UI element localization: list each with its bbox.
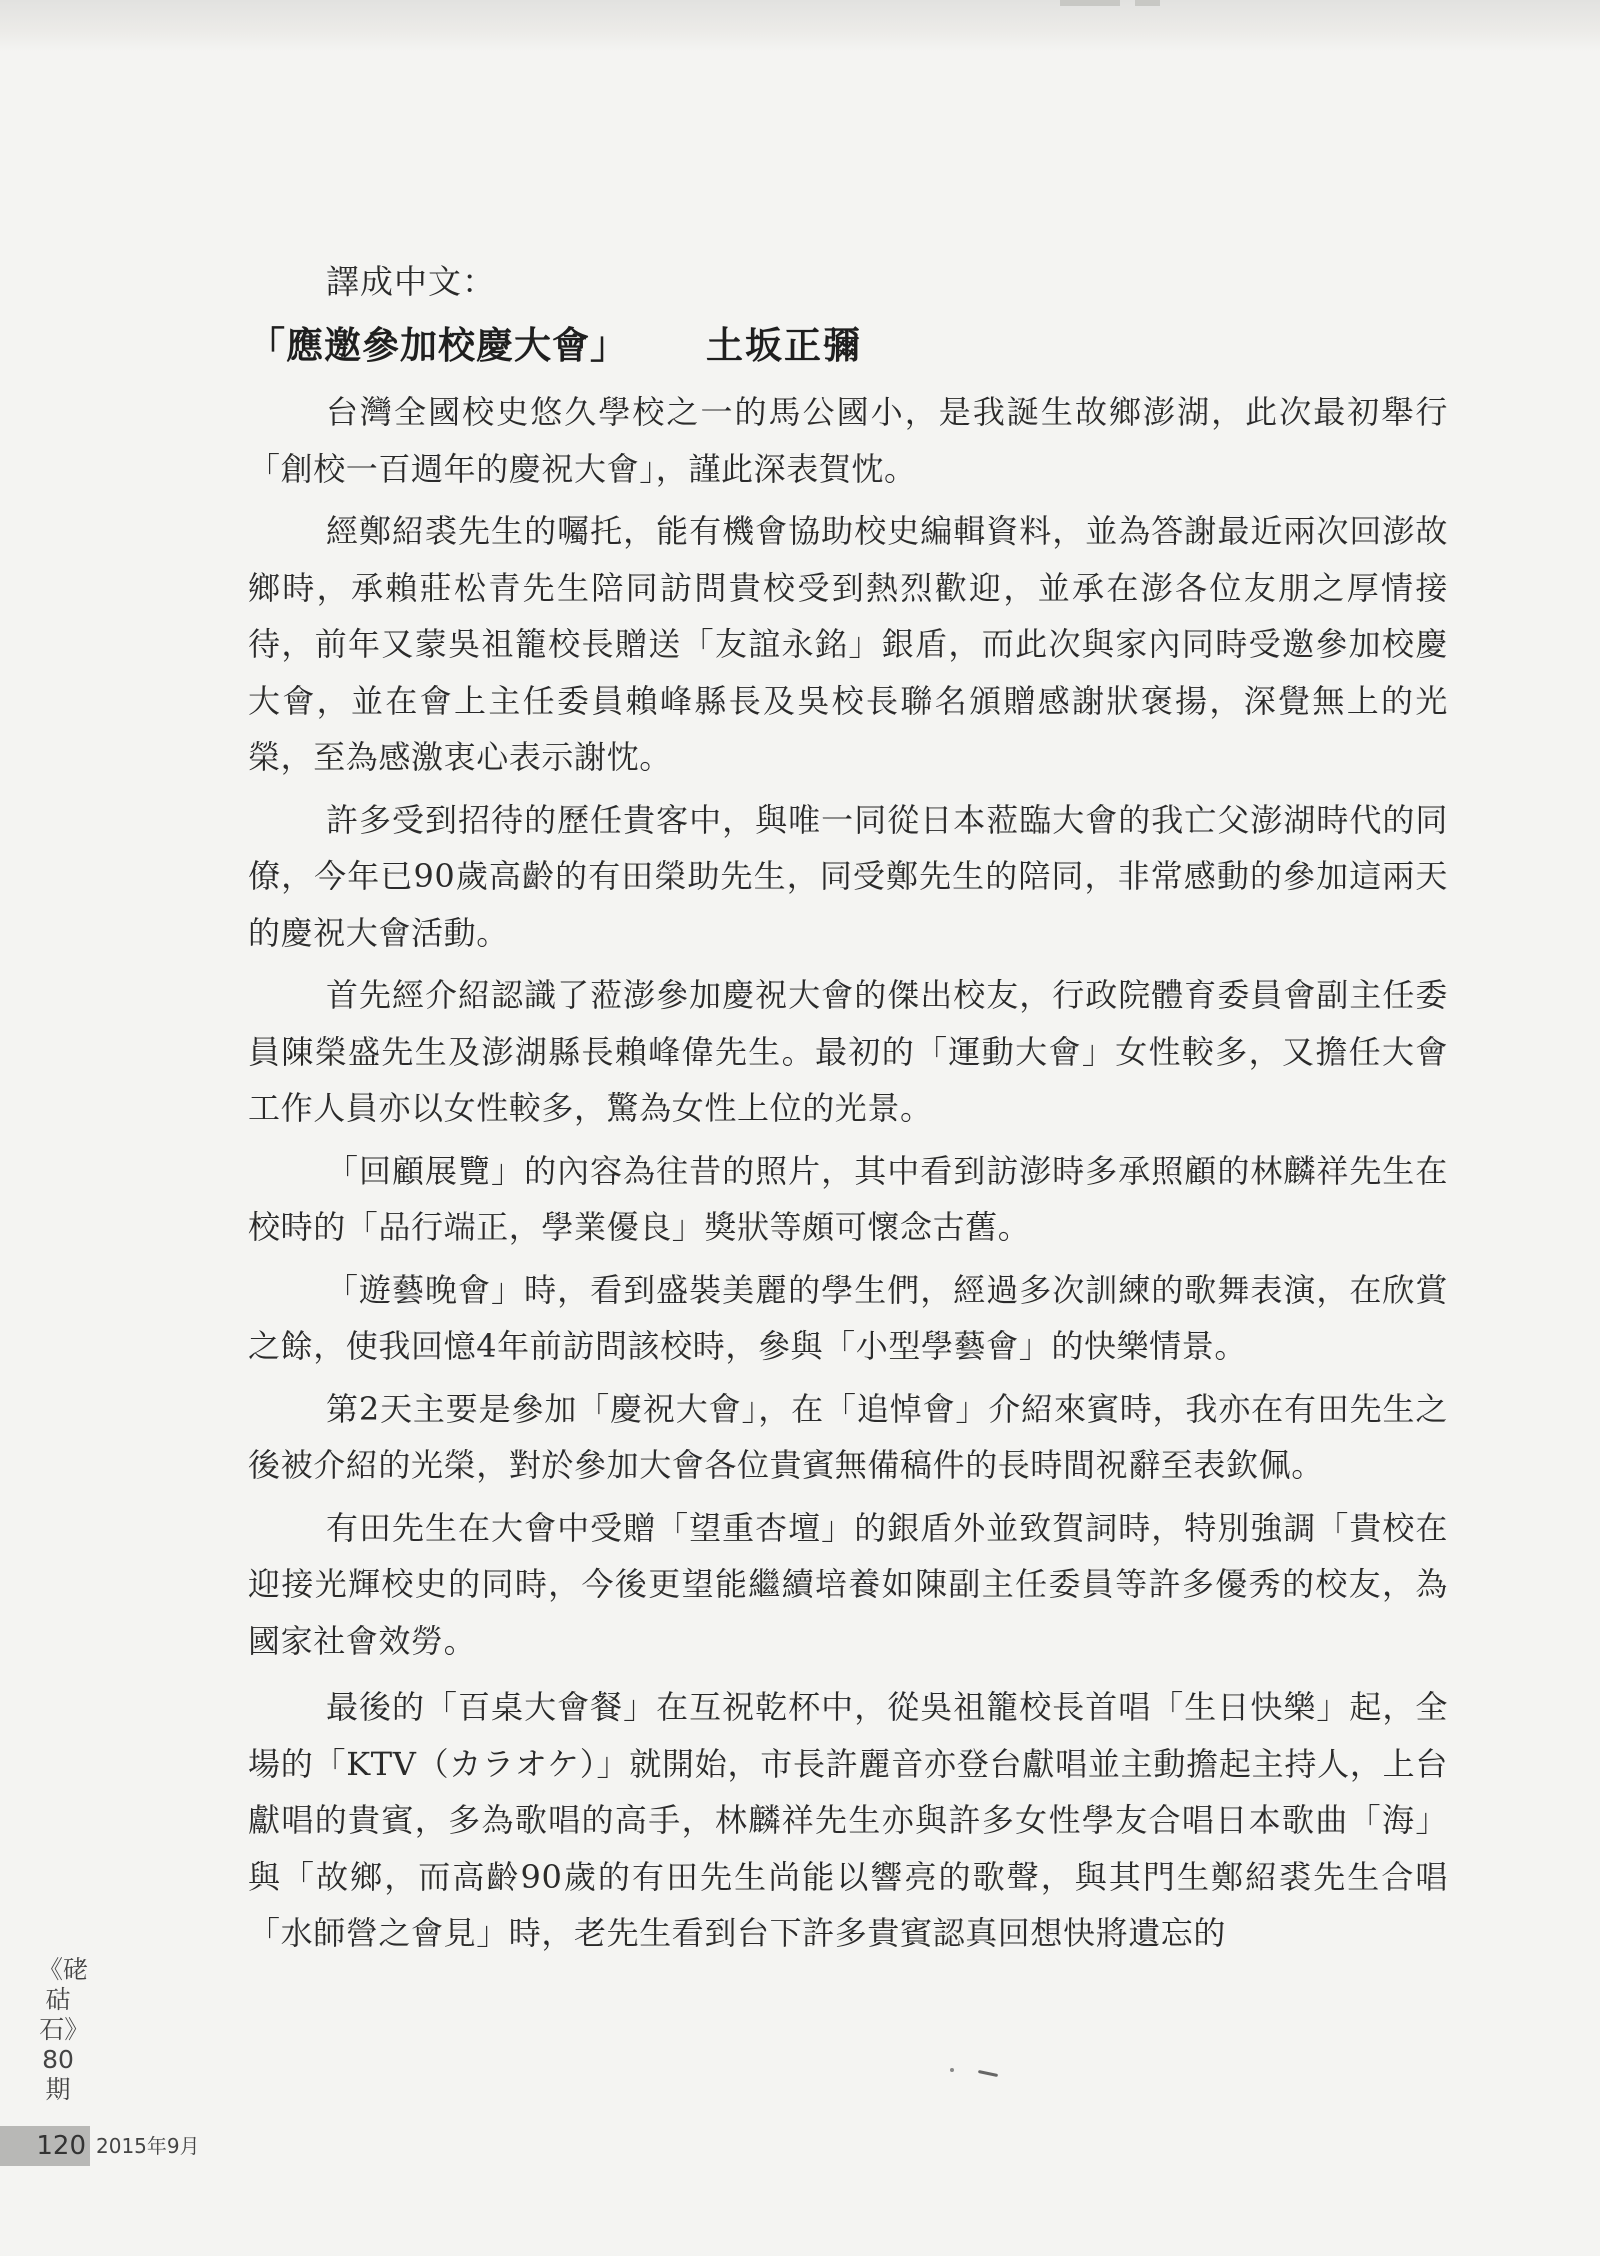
translation-label: 譯成中文： <box>326 262 496 301</box>
paragraph: 第2天主要是參加「慶祝大會」，在「追悼會」介紹來賓時，我亦在有田先生之後被介紹的光榮，對於參加大會各位貴賓無備稿件的長時間祝辭至表欽佩。 <box>248 1389 1448 1484</box>
scan-top-band <box>0 0 1600 52</box>
scan-speck <box>950 2068 954 2072</box>
article-title: 「應邀參加校慶大會」 <box>248 324 628 367</box>
issue-date: 2015年9月 <box>96 2134 200 2158</box>
paragraph: 台灣全國校史悠久學校之一的馬公國小，是我誕生故鄉澎湖，此次最初舉行「創校一百週年的慶祝大會」，謹此深表賀忱。 <box>248 393 1448 488</box>
paragraph: 最後的「百桌大會餐」在互祝乾杯中，從吳祖籠校長首唱「生日快樂」起，全場的「KTV（カラオケ）」就開始，市長許麗音亦登台獻唱並主動擔起主持人，上台獻唱的貴賓，多為歌唱的高手，林麟祥先生亦與許多女性學友合唱日本歌曲「海」與「故鄉，而高齡90歲的有田先生尚能以響亮的歌聲，與其門生鄭紹裘先生合唱「水師營之會見」時，老先生看到台下許多貴賓認真回想快將遺忘的 <box>248 1688 1448 1952</box>
scan-speck <box>978 2070 998 2077</box>
paragraph: 有田先生在大會中受贈「望重杏壇」的銀盾外並致賀詞時，特別強調「貴校在迎接光輝校史的同時，今後更望能繼續培養如陳副主任委員等許多優秀的校友，為國家社會效勞。 <box>248 1508 1448 1660</box>
scan-top-mark <box>1135 0 1160 6</box>
paragraph: 經鄭紹裘先生的囑托，能有機會協助校史編輯資料，並為答謝最近兩次回澎故鄉時，承賴莊松青先生陪同訪問貴校受到熱烈歡迎，並承在澎各位友朋之厚情接待，前年又蒙吳祖籠校長贈送「友誼永銘」銀盾，而此次與家內同時受邀參加校慶大會，並在會上主任委員賴峰縣長及吳校長聯名頒贈感謝狀褒揚，深覺無上的光榮，至為感激衷心表示謝忱。 <box>248 512 1448 776</box>
paragraph: 「回顧展覽」的內容為往昔的照片，其中看到訪澎時多承照顧的林麟祥先生在校時的「品行端正，學業優良」獎狀等頗可懷念古舊。 <box>248 1151 1448 1246</box>
page-number: 120 <box>0 2126 90 2166</box>
paragraph: 「遊藝晚會」時，看到盛裝美麗的學生們，經過多次訓練的歌舞表演，在欣賞之餘，使我回憶4年前訪問該校時，參與「小型學藝會」的快樂情景。 <box>248 1270 1448 1365</box>
publication-title: 《硓𥑮石》80期 <box>38 1955 89 2104</box>
scan-top-mark <box>1060 0 1120 6</box>
paragraph: 首先經介紹認識了蒞澎參加慶祝大會的傑出校友，行政院體育委員會副主任委員陳榮盛先生及澎湖縣長賴峰偉先生。最初的「運動大會」女性較多，又擔任大會工作人員亦以女性較多，驚為女性上位的光景。 <box>248 976 1448 1127</box>
article-body <box>248 258 1448 1962</box>
article-author: 土坂正彌 <box>706 324 862 367</box>
article-heading <box>248 314 1448 378</box>
paragraph: 許多受到招待的歷任貴客中，與唯一同從日本蒞臨大會的我亡父澎湖時代的同僚，今年已90歲高齡的有田榮助先生，同受鄭先生的陪同，非常感動的參加這兩天的慶祝大會活動。 <box>248 800 1448 952</box>
